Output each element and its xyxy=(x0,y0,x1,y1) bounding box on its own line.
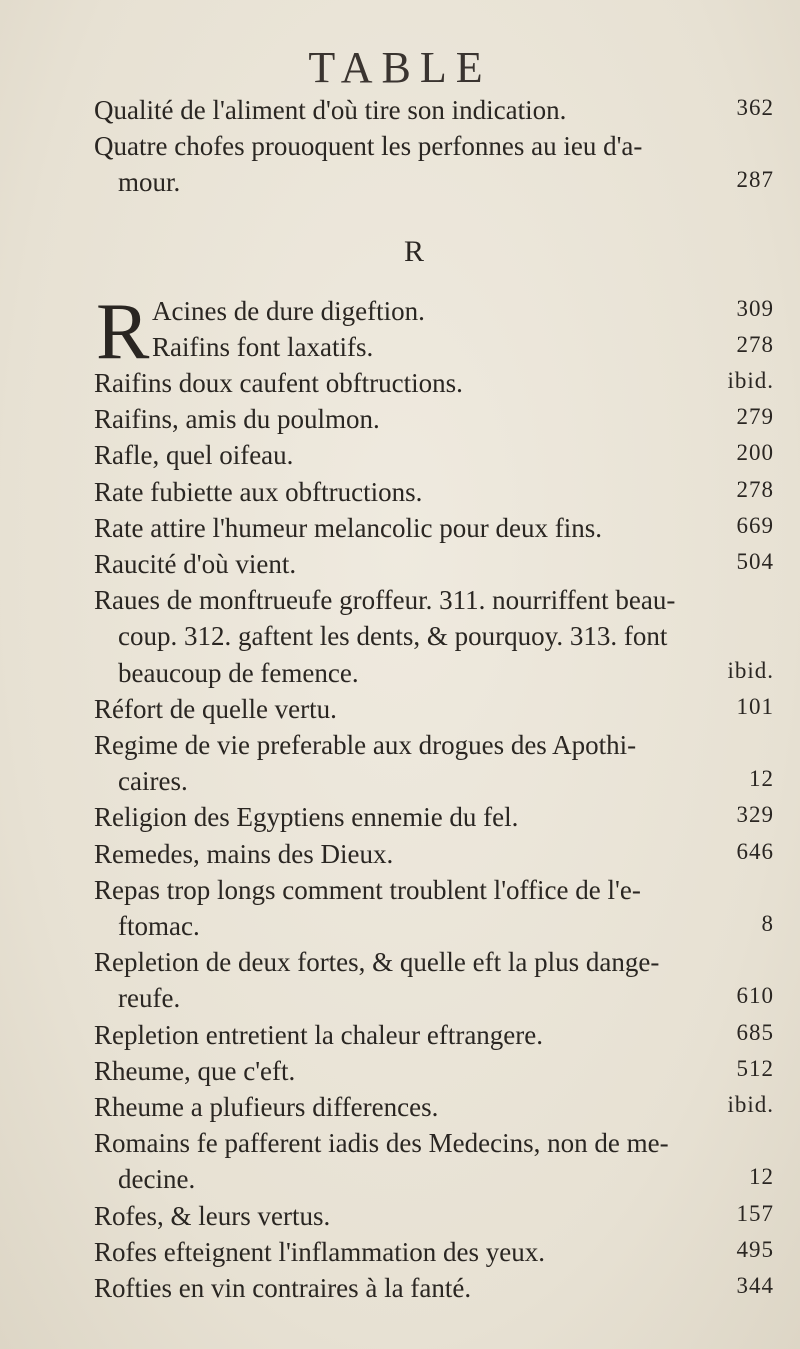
entry-page-number: 200 xyxy=(736,440,774,466)
entry-text-line: Regime de vie preferable aux drogues des Apothi- xyxy=(94,730,637,761)
entry-text-line: Religion des Egyptiens ennemie du fel. xyxy=(94,802,519,833)
entry-text-line: coup. 312. gaftent les dents, & pourquoy. 313. font xyxy=(118,621,668,652)
entry-text-line: Repletion entretient la chaleur eftrangere. xyxy=(94,1019,544,1050)
entry-page-number: 646 xyxy=(736,838,774,864)
entry-page-number: ibid. xyxy=(727,1092,774,1118)
entry-page-number: 8 xyxy=(761,911,774,937)
entry-page-number: 495 xyxy=(736,1236,774,1262)
entry-text-line: caires. xyxy=(118,766,188,797)
entry-text-line: ftomac. xyxy=(118,911,200,942)
entry-text-line: Acines de dure digeftion. xyxy=(152,295,425,326)
index-entry xyxy=(94,92,774,128)
entry-text-line: Rofes, & leurs vertus. xyxy=(94,1200,331,1231)
index-entry xyxy=(94,1053,774,1089)
index-entry xyxy=(94,128,774,200)
index-entry xyxy=(94,437,774,473)
entries-before-section xyxy=(94,92,774,201)
entry-text-line: Rofties en vin contraires à la fanté. xyxy=(94,1273,472,1304)
entries-list xyxy=(94,365,774,1306)
entry-page-number: 610 xyxy=(736,983,774,1009)
page-header-title: TABLE xyxy=(308,43,492,92)
entry-text-line: Réfort de quelle vertu. xyxy=(94,693,337,724)
dropcap-block xyxy=(94,287,774,376)
index-entry xyxy=(94,691,774,727)
entry-text-line: beaucoup de femence. xyxy=(118,657,359,688)
dropcap-entries xyxy=(152,293,774,365)
index-entry xyxy=(94,799,774,835)
entry-page-number: 685 xyxy=(736,1019,774,1045)
entry-page-number: 344 xyxy=(736,1273,774,1299)
entry-text-line: Raucité d'où vient. xyxy=(94,549,297,580)
entry-page-number: 12 xyxy=(749,1164,774,1190)
entry-page-number: 278 xyxy=(736,476,774,502)
entry-text-line: Rate attire l'humeur melancolic pour deux fins. xyxy=(94,512,602,543)
entry-text-line: Raifins, amis du poulmon. xyxy=(94,404,380,435)
index-entry xyxy=(94,1017,774,1053)
index-entry xyxy=(94,1125,774,1197)
entry-page-number: 504 xyxy=(736,549,774,575)
index-entry xyxy=(94,727,774,799)
entry-page-number: 279 xyxy=(736,404,774,430)
index-entry xyxy=(94,836,774,872)
entry-text-line: Raifins font laxatifs. xyxy=(152,331,374,362)
entry-text-line: Rafle, quel oifeau. xyxy=(94,440,294,471)
entry-text-line: Raifins doux caufent obftructions. xyxy=(94,368,463,399)
index-entry xyxy=(94,1234,774,1270)
index-entry xyxy=(94,474,774,510)
entry-text-line: Remedes, mains des Dieux. xyxy=(94,838,394,869)
entry-page-number: 12 xyxy=(749,766,774,792)
entry-text-line: Rheume a plufieurs differences. xyxy=(94,1092,439,1123)
section-letter-heading: R xyxy=(403,234,424,268)
entry-text-line: Repas trop longs comment troublent l'office de l'e- xyxy=(94,874,641,905)
entry-text-line: reufe. xyxy=(118,983,181,1014)
drop-capital: R xyxy=(96,287,150,376)
index-entry xyxy=(94,582,774,691)
entry-page-number: ibid. xyxy=(727,657,774,683)
index-entry xyxy=(152,293,774,329)
entry-text-line: Quatre chofes prouoquent les perfonnes au ieu d'a- xyxy=(94,131,643,162)
entry-page-number: ibid. xyxy=(727,368,774,394)
index-entry xyxy=(94,1198,774,1234)
entry-text-line: decine. xyxy=(118,1164,196,1195)
entry-text-line: Romains fe pafferent iadis des Medecins, non de me- xyxy=(94,1128,669,1159)
entry-page-number: 329 xyxy=(736,802,774,828)
entry-page-number: 309 xyxy=(736,295,774,321)
entry-text-line: Rheume, que c'eft. xyxy=(94,1055,296,1086)
entry-text-line: Repletion de deux fortes, & quelle eft la plus dange- xyxy=(94,947,660,978)
index-entry xyxy=(94,546,774,582)
entry-page-number: 362 xyxy=(736,95,774,120)
index-entry xyxy=(94,944,774,1016)
entry-text-line: Qualité de l'aliment d'où tire son indication. xyxy=(94,95,567,125)
index-entry xyxy=(94,1270,774,1306)
entry-text-line: Rofes efteignent l'inflammation des yeux. xyxy=(94,1236,545,1267)
entry-page-number: 101 xyxy=(736,693,774,719)
entry-text-line: Raues de monftrueufe groffeur. 311. nourriffent beau- xyxy=(94,585,676,616)
index-entry xyxy=(152,329,774,365)
entry-page-number: 512 xyxy=(736,1055,774,1081)
entry-page-number: 287 xyxy=(736,167,774,193)
index-entry xyxy=(94,365,774,401)
entry-page-number: 278 xyxy=(736,331,774,357)
entry-text-line: mour. xyxy=(118,167,181,198)
entry-page-number: 669 xyxy=(736,512,774,538)
index-entry xyxy=(94,872,774,944)
index-entry xyxy=(94,510,774,546)
entry-text-line: Rate fubiette aux obftructions. xyxy=(94,476,423,507)
index-entry xyxy=(94,401,774,437)
index-entries xyxy=(94,92,774,1306)
index-entry xyxy=(94,1089,774,1125)
entry-page-number: 157 xyxy=(736,1200,774,1226)
